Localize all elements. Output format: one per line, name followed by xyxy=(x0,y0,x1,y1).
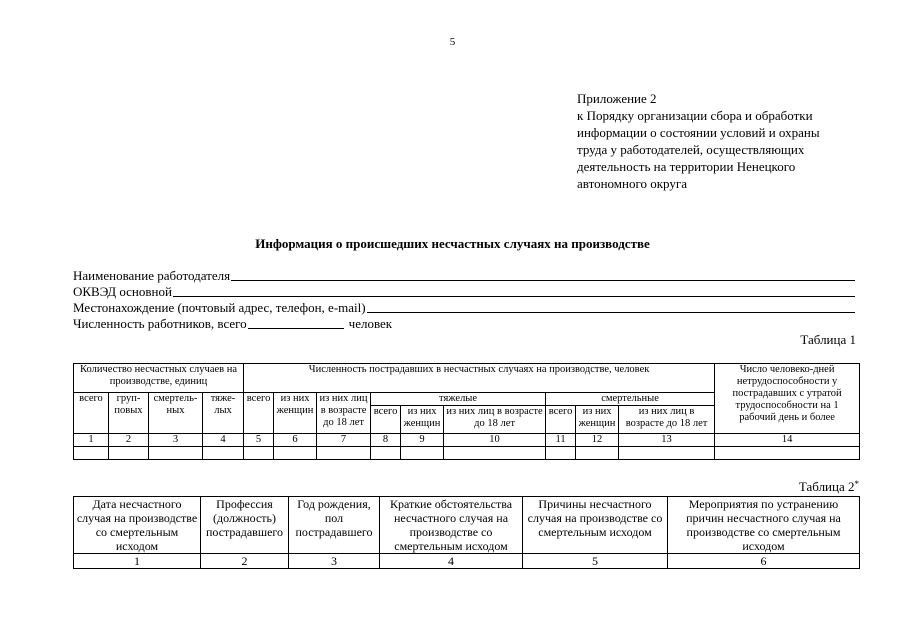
okved-label: ОКВЭД основной xyxy=(73,284,172,299)
acc-col-group: груп-повых xyxy=(109,393,149,434)
appendix-line: к Порядку организации сбора и обработки xyxy=(577,108,813,123)
headcount-unit: человек xyxy=(348,316,393,331)
column-number: 14 xyxy=(715,434,860,447)
header-accidents: Количество несчастных случаев на производстве, единиц xyxy=(74,364,244,393)
header-circumstances: Краткие обстоятельства несчастного случая на производстве со смертельным исходом xyxy=(380,497,523,554)
table2-caption xyxy=(760,479,859,495)
page-number: 5 xyxy=(449,36,456,48)
vic-col-minors: из них лиц в возрасте до 18 лет xyxy=(317,393,371,434)
column-number: 4 xyxy=(380,554,523,569)
acc-col-fatal: смертель-ных xyxy=(149,393,203,434)
data-cell[interactable] xyxy=(401,447,444,460)
appendix-line: информации о состоянии условий и охраны xyxy=(577,125,820,140)
header-fatal: смертельные xyxy=(546,393,715,406)
column-number: 2 xyxy=(109,434,149,447)
fatal-col-total: всего xyxy=(546,406,576,434)
header-date: Дата несчастного случая на производстве со смертельным исходом xyxy=(74,497,201,554)
data-cell[interactable] xyxy=(149,447,203,460)
column-number: 6 xyxy=(274,434,317,447)
column-number: 13 xyxy=(619,434,715,447)
column-number: 7 xyxy=(317,434,371,447)
header-workdays: Число человеко-дней нетрудоспособности у пострадавших с утратой трудоспособности на 1 рабочий день и более xyxy=(715,364,860,434)
data-cell[interactable] xyxy=(444,447,546,460)
data-row xyxy=(74,447,860,460)
column-number-row xyxy=(74,554,860,569)
data-cell[interactable] xyxy=(274,447,317,460)
column-number: 3 xyxy=(289,554,380,569)
appendix-line: автономного округа xyxy=(577,176,687,191)
table2-caption-mark: * xyxy=(854,479,859,489)
appendix-line: деятельность на территории Ненецкого xyxy=(577,159,796,174)
column-number: 2 xyxy=(201,554,289,569)
data-cell[interactable] xyxy=(317,447,371,460)
appendix-note xyxy=(577,90,877,192)
data-cell[interactable] xyxy=(371,447,401,460)
column-number: 1 xyxy=(74,434,109,447)
header-profession: Профессия (должность) пострадавшего xyxy=(201,497,289,554)
data-cell[interactable] xyxy=(244,447,274,460)
employer-line[interactable] xyxy=(231,268,855,281)
accidents-table xyxy=(73,363,860,460)
vic-col-women: из них женщин xyxy=(274,393,317,434)
header-birth-year: Год рождения, пол пострадавшего xyxy=(289,497,380,554)
data-cell[interactable] xyxy=(576,447,619,460)
fatal-col-women: из них женщин xyxy=(576,406,619,434)
column-number: 8 xyxy=(371,434,401,447)
headcount-line[interactable] xyxy=(248,316,344,329)
column-number: 9 xyxy=(401,434,444,447)
data-cell[interactable] xyxy=(109,447,149,460)
column-number: 11 xyxy=(546,434,576,447)
location-label: Местонахождение (почтовый адрес, телефон, e-mail) xyxy=(73,300,366,315)
data-cell[interactable] xyxy=(715,447,860,460)
header-severe: тяжелые xyxy=(371,393,546,406)
data-cell[interactable] xyxy=(74,447,109,460)
fatal-accidents-table xyxy=(73,496,860,569)
appendix-line: труда у работодателей, осуществляющих xyxy=(577,142,805,157)
column-number: 5 xyxy=(244,434,274,447)
column-number: 10 xyxy=(444,434,546,447)
acc-col-severe: тяже-лых xyxy=(203,393,244,434)
okved-line[interactable] xyxy=(173,284,855,297)
table1-caption: Таблица 1 xyxy=(800,332,856,347)
column-number: 3 xyxy=(149,434,203,447)
data-cell[interactable] xyxy=(203,447,244,460)
header-causes: Причины несчастного случая на производстве со смертельным исходом xyxy=(523,497,668,554)
location-line[interactable] xyxy=(367,300,855,313)
severe-col-women: из них женщин xyxy=(401,406,444,434)
fatal-col-minors: из них лиц в возрасте до 18 лет xyxy=(619,406,715,434)
headcount-field xyxy=(73,316,392,332)
document-title: Информация о происшедших несчастных случаях на производстве xyxy=(255,236,650,251)
table2-caption-text: Таблица 2 xyxy=(798,479,855,494)
data-cell[interactable] xyxy=(619,447,715,460)
data-cell[interactable] xyxy=(546,447,576,460)
employer-label: Наименование работодателя xyxy=(73,268,231,283)
column-number: 5 xyxy=(523,554,668,569)
column-number: 6 xyxy=(668,554,860,569)
location-field xyxy=(73,300,855,316)
column-number: 12 xyxy=(576,434,619,447)
vic-col-total: всего xyxy=(244,393,274,434)
column-number: 1 xyxy=(74,554,201,569)
appendix-line: Приложение 2 xyxy=(577,91,657,106)
header-victims: Численность пострадавших в несчастных случаях на производстве, человек xyxy=(244,364,715,393)
severe-col-total: всего xyxy=(371,406,401,434)
severe-col-minors: из них лиц в возрасте до 18 лет xyxy=(444,406,546,434)
headcount-label: Численность работников, всего xyxy=(73,316,247,331)
column-number-row xyxy=(74,434,860,447)
column-number: 4 xyxy=(203,434,244,447)
okved-field xyxy=(73,284,855,300)
header-measures: Мероприятия по устранению причин несчастного случая на производстве со смертельным исходом xyxy=(668,497,860,554)
acc-col-total: всего xyxy=(74,393,109,434)
employer-field xyxy=(73,268,855,284)
